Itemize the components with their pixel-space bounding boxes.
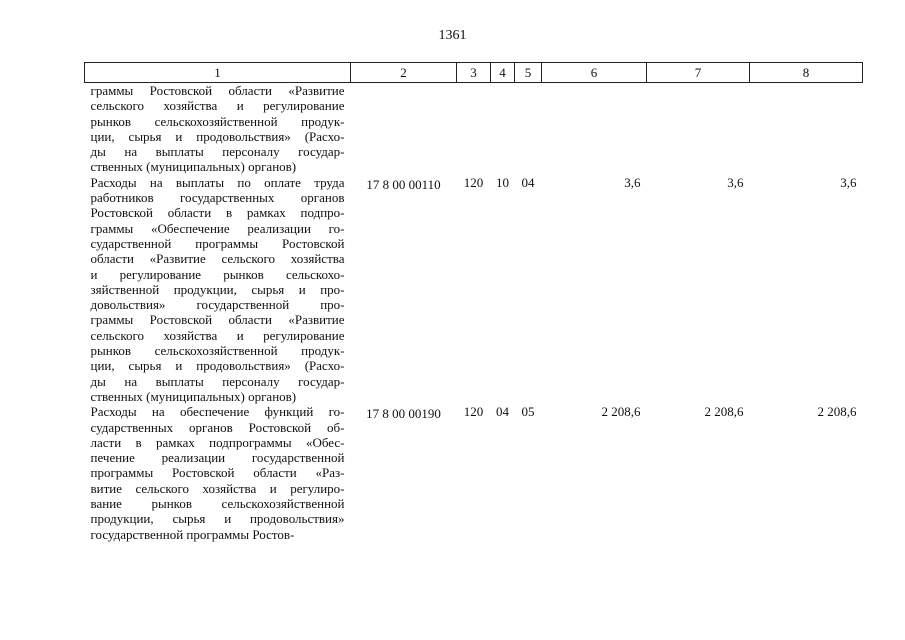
amount-year-3: 3,6 [840, 174, 857, 190]
table-row [85, 404, 863, 542]
description-line: граммы Ростовской области «Развитие [90, 312, 345, 328]
header-col-3: 3 [457, 63, 491, 83]
description-line: ции, сырья и продовольствия» (Расхо- [90, 128, 345, 144]
description-line: сельского хозяйства и регулирование [90, 98, 345, 114]
description-line: ды на выплаты персоналу государ- [90, 144, 345, 160]
header-col-8: 8 [750, 63, 863, 83]
description-line: граммы Ростовской области «Развитие [90, 83, 345, 98]
description-line: ласти в рамках подпрограммы «Обес- [90, 434, 345, 450]
description-line: продукции, сырья и продовольствия» [90, 511, 345, 527]
description-line: ции, сырья и продовольствия» (Расхо- [90, 358, 345, 374]
subsection-code: 04 [521, 174, 535, 190]
description-line: витие сельского хозяйства и регулиро- [90, 480, 345, 496]
subsection-code [515, 83, 542, 175]
description-line: сударственных органов Ростовской об- [90, 419, 345, 435]
amount-year-3 [750, 83, 863, 175]
description-line: ды на выплаты персоналу государ- [90, 373, 345, 389]
expense-type-code: 120 [463, 174, 484, 190]
amount-year-3: 2 208,6 [817, 404, 857, 420]
budget-table [84, 62, 863, 542]
amount-year-2: 2 208,6 [704, 404, 744, 420]
header-col-2: 2 [351, 63, 457, 83]
section-code [491, 83, 515, 175]
description-line: ственных (муниципальных) органов) [90, 388, 297, 404]
description-line: довольствия» государственной про- [90, 297, 345, 313]
description-line: Ростовской области в рамках подпро- [90, 205, 345, 221]
table-row [85, 175, 863, 404]
row-description [85, 175, 351, 404]
header-col-1: 1 [85, 63, 351, 83]
description-line: Расходы на обеспечение функций го- [90, 404, 345, 420]
target-article-code: 17 8 00 00110 [366, 176, 441, 192]
amount-year-2 [647, 83, 750, 175]
description-line: области «Развитие сельского хозяйства [90, 251, 345, 267]
header-col-7: 7 [647, 63, 750, 83]
header-col-4: 4 [491, 63, 515, 83]
description-line: Расходы на выплаты по оплате труда [90, 174, 345, 190]
amount-year-1 [542, 83, 647, 175]
description-line: печение реализации государственной [90, 450, 345, 466]
expense-type-code: 120 [463, 404, 484, 420]
description-line: работников государственных органов [90, 190, 345, 206]
description-line: рынков сельскохозяйственной продук- [90, 343, 345, 359]
table-row [85, 83, 863, 175]
row-description [85, 83, 351, 175]
target-article-code: 17 8 00 00190 [366, 406, 441, 422]
description-line: ственных (муниципальных) органов) [90, 159, 297, 175]
description-line: вание рынков сельскохозяйственной [90, 496, 345, 512]
description-line: программы Ростовской области «Раз- [90, 465, 345, 481]
description-line: и регулирование рынков сельскохо- [90, 266, 345, 282]
header-col-6: 6 [542, 63, 647, 83]
description-line: рынков сельскохозяйственной продук- [90, 113, 345, 129]
header-col-5: 5 [515, 63, 542, 83]
amount-year-1: 3,6 [624, 174, 641, 190]
description-line: граммы «Обеспечение реализации го- [90, 220, 345, 236]
description-line: сельского хозяйства и регулирование [90, 327, 345, 343]
amount-year-2: 3,6 [727, 174, 744, 190]
section-code: 04 [496, 404, 509, 420]
header-row [85, 63, 863, 83]
description-line: сударственной программы Ростовской [90, 235, 345, 251]
section-code: 10 [496, 174, 509, 190]
row-description [85, 404, 351, 542]
page-number: 1361 [438, 28, 467, 43]
expense-type-code [457, 83, 491, 175]
target-article-code [351, 83, 457, 175]
description-line: государственной программы Ростов- [90, 526, 295, 542]
description-line: зяйственной продукции, сырья и про- [90, 281, 345, 297]
amount-year-1: 2 208,6 [601, 404, 641, 420]
subsection-code: 05 [521, 404, 535, 420]
